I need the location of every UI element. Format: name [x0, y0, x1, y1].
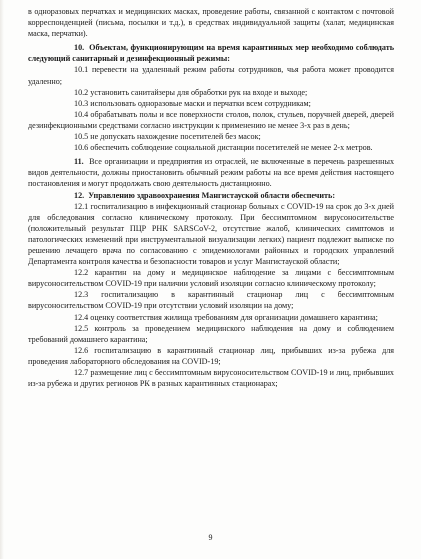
- paragraph-continuation: в одноразовых перчатках и медицинских масках, проведение работы, связанной с контактом с почтовой корреспонденцией (письма, посылки и т.д.), в средствах индивидуальной защиты (халат, медицинская маска, перчатки).: [28, 7, 394, 39]
- scan-shadow: [0, 0, 4, 559]
- clause-12-1: 12.1 госпитализацию в инфекционный стационар больных с COVID-19 на срок до 3-х дней для обследования согласно клиническому протоколу. При бессимптомном вирусоносительстве (положительный результат ПЦР РНК SARSCoV-2, отсутствие жалоб, клинических симптомов и патологических изменений при инструментальной визуализации легких) пациент подлежит выписке по решению лечащего врача по согласованию с эпидемиологами районных и городских управлений Департамента контроля качества и безопасности товаров и услуг Мангистауской области;: [28, 201, 394, 267]
- clause-10-6: 10.6 обеспечить соблюдение социальной дистанции посетителей не менее 2-х метров.: [74, 143, 373, 153]
- section-11: [28, 156, 394, 189]
- section-number: 11.: [74, 157, 84, 167]
- clause-10-2: 10.2 установить санитайзеры для обработки рук на входе и выходе;: [74, 87, 308, 97]
- section-text: Объектам, функционирующим на время карантинных мер необходимо соблюдать следующий санитарный и дезинфекционный режимы:: [28, 43, 395, 64]
- section-12-heading: [28, 190, 394, 201]
- page-number: 9: [208, 533, 213, 542]
- clause-10-1: 10.1 перевести на удаленный режим работы сотрудников, чья работа может проводится удаленно;: [28, 65, 394, 86]
- clause-12-5: 12.5 контроль за проведением медицинского наблюдения на дому и соблюдением требований домашнего карантина;: [28, 323, 394, 344]
- section-10-heading: [28, 42, 394, 64]
- clause-10-4: 10.4 обрабатывать полы и все поверхности столов, полок, стульев, поручней дверей, дверей дезинфекционными средствами согласно инструкции к применению не менее 3-х раз в день;: [28, 109, 394, 130]
- section-number: 10.: [74, 43, 85, 53]
- clause-12-3: 12.3 госпитализацию в карантинный стационар лиц с бессимптомным вирусоносительством COVID-19 при отсутствии условий изоляции на дому;: [28, 290, 394, 311]
- section-number: 12.: [74, 190, 85, 200]
- section-text: Управлению здравоохранения Мангистауской области обеспечить:: [88, 190, 336, 200]
- clause-10-5: 10.5 не допускать нахождение посетителей без масок;: [74, 132, 261, 142]
- document-body: [28, 6, 394, 389]
- clause-12-6: 12.6 госпитализацию в карантинный стационар лиц, прибывших из-за рубежа для проведения лабораторного обследования на COVID-19;: [28, 345, 394, 366]
- clause-12-7: 12.7 размещение лиц с бессимптомным вирусоносительством COVID-19 и лиц, прибывших из-за рубежа и других регионов РК в разных карантинных стационарах;: [28, 368, 394, 389]
- clause-10-3: 10.3 использовать одноразовые маски и перчатки всем сотрудникам;: [74, 98, 311, 108]
- section-text: Все организации и предприятия из отраслей, не включенные в перечень разрешенных видов деятельности, должны приостановить обычный режим работы на все время действия настоящего постановления и могут продолжать свою деятельность дистанционно.: [28, 157, 395, 189]
- clause-12-2: 12.2 карантин на дому и медицинское наблюдение за лицами с бессимптомным вирусоносительством COVID-19 при наличии условий изоляции согласно клиническому протоколу;: [28, 268, 394, 289]
- clause-12-4: 12.4 оценку соответствия жилища требованиям для организации домашнего карантина;: [74, 312, 378, 322]
